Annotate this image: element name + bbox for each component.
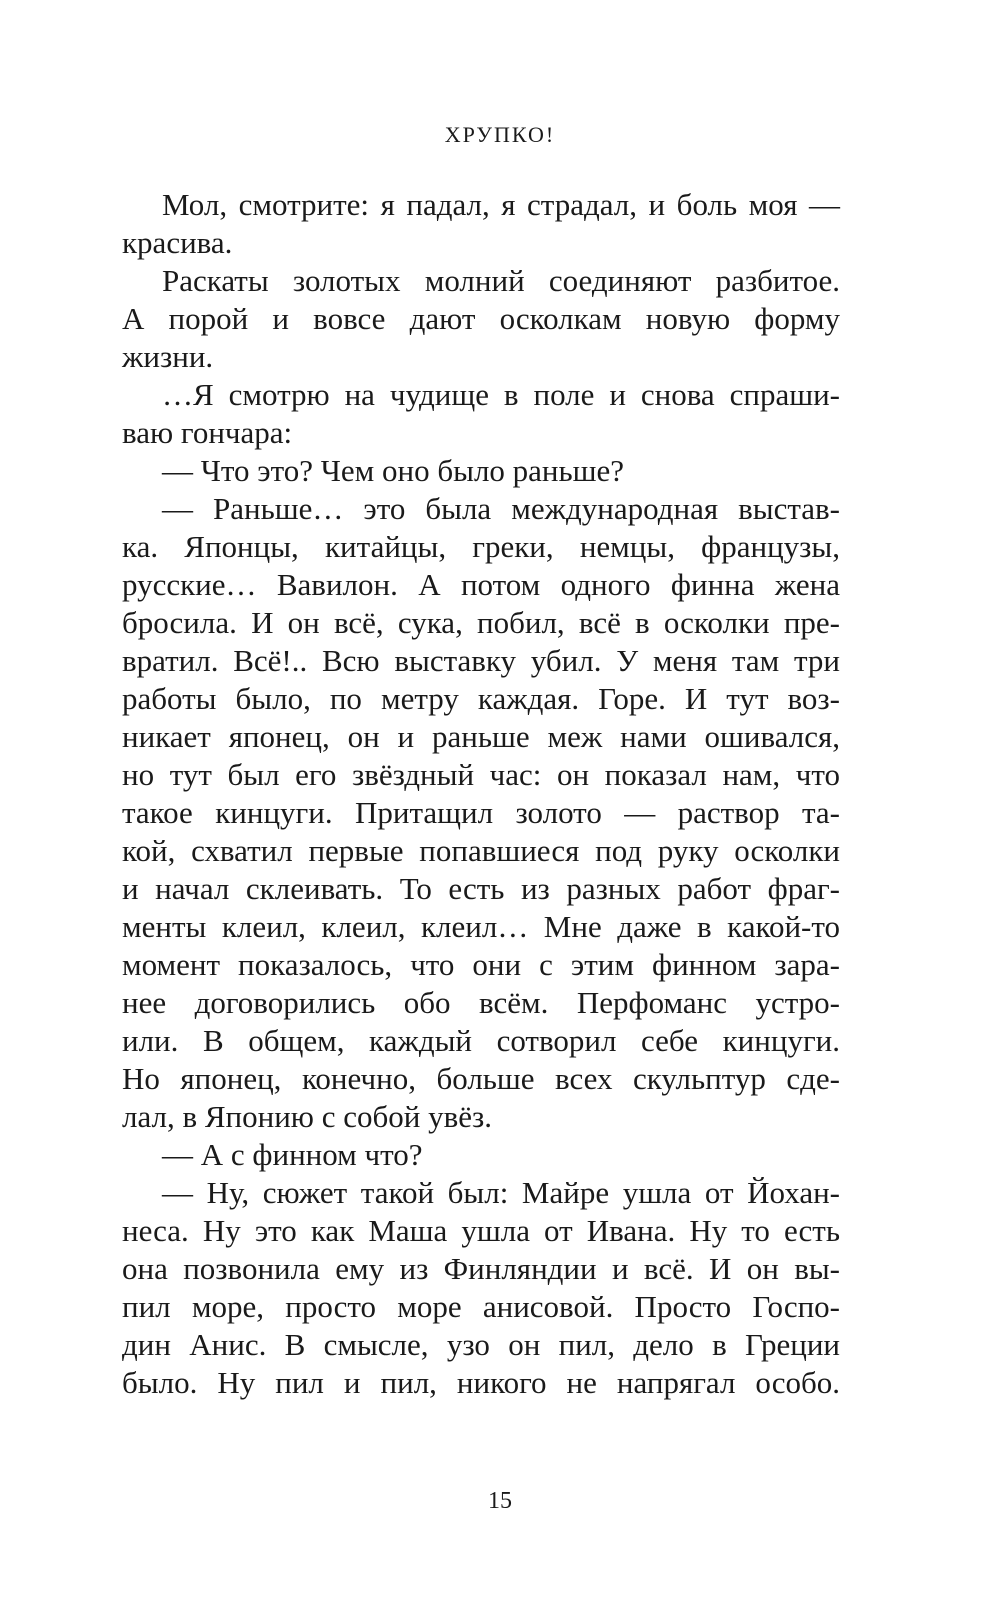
- text-line: красива.: [122, 225, 233, 260]
- text-line: момент показалось, что они с этим финном зара-: [122, 947, 840, 982]
- text-line: — А с финном что?: [162, 1137, 423, 1172]
- text-line: но тут был его звёздный час: он показал нам, что: [122, 757, 840, 792]
- text-line: жизни.: [122, 339, 214, 374]
- text-line: ваю гончара:: [122, 415, 293, 450]
- text-line: Но японец, конечно, больше всех скульптур сде-: [122, 1061, 840, 1096]
- text-line: ка. Японцы, китайцы, греки, немцы, французы,: [122, 529, 840, 564]
- text-line: работы было, по метру каждая. Горе. И тут воз-: [122, 681, 840, 716]
- text-line: или. В общем, каждый сотворил себе кинцуги.: [122, 1023, 840, 1058]
- text-line: было. Ну пил и пил, никого не напрягал особо.: [122, 1365, 840, 1400]
- text-line: лал, в Японию с собой увёз.: [122, 1099, 492, 1134]
- text-line: А порой и вовсе дают осколкам новую форму: [122, 301, 840, 336]
- text-line: нее договорились обо всём. Перфоманс устро-: [122, 985, 840, 1020]
- text-line: Мол, смотрите: я падал, я страдал, и боль моя —: [162, 187, 840, 222]
- text-line: менты клеил, клеил, клеил… Мне даже в какой-то: [122, 909, 840, 944]
- text-line: никает японец, он и раньше меж нами ошивался,: [122, 719, 840, 754]
- text-line: дин Анис. В смысле, узо он пил, дело в Греции: [122, 1327, 840, 1362]
- text-line: русские… Вавилон. А потом одного финна жена: [122, 567, 840, 602]
- text-line: такое кинцуги. Притащил золото — раствор та-: [122, 795, 840, 830]
- text-line: бросила. И он всё, сука, побил, всё в осколки пре-: [122, 605, 840, 640]
- text-line: …Я смотрю на чудище в поле и снова спраши-: [162, 377, 840, 412]
- text-line: — Ну, сюжет такой был: Майре ушла от Йохан-: [162, 1175, 840, 1210]
- text-line: и начал склеивать. То есть из разных работ фраг-: [122, 871, 840, 906]
- text-line: Раскаты золотых молний соединяют разбитое.: [162, 263, 840, 298]
- text-line: она позвонила ему из Финляндии и всё. И он вы-: [122, 1251, 840, 1286]
- running-head: ХРУПКО!: [444, 122, 556, 147]
- text-line: кой, схватил первые попавшиеся под руку осколки: [122, 833, 840, 868]
- text-line: неса. Ну это как Маша ушла от Ивана. Ну то есть: [122, 1213, 840, 1248]
- body-text: [122, 186, 840, 1402]
- text-line: — Что это? Чем оно было раньше?: [162, 453, 625, 488]
- page-number: 15: [488, 1488, 512, 1514]
- text-line: пил море, просто море анисовой. Просто Госпо-: [122, 1289, 840, 1324]
- text-line: — Раньше… это была международная выстав-: [162, 491, 840, 526]
- text-line: вратил. Всё!.. Всю выставку убил. У меня там три: [122, 643, 840, 678]
